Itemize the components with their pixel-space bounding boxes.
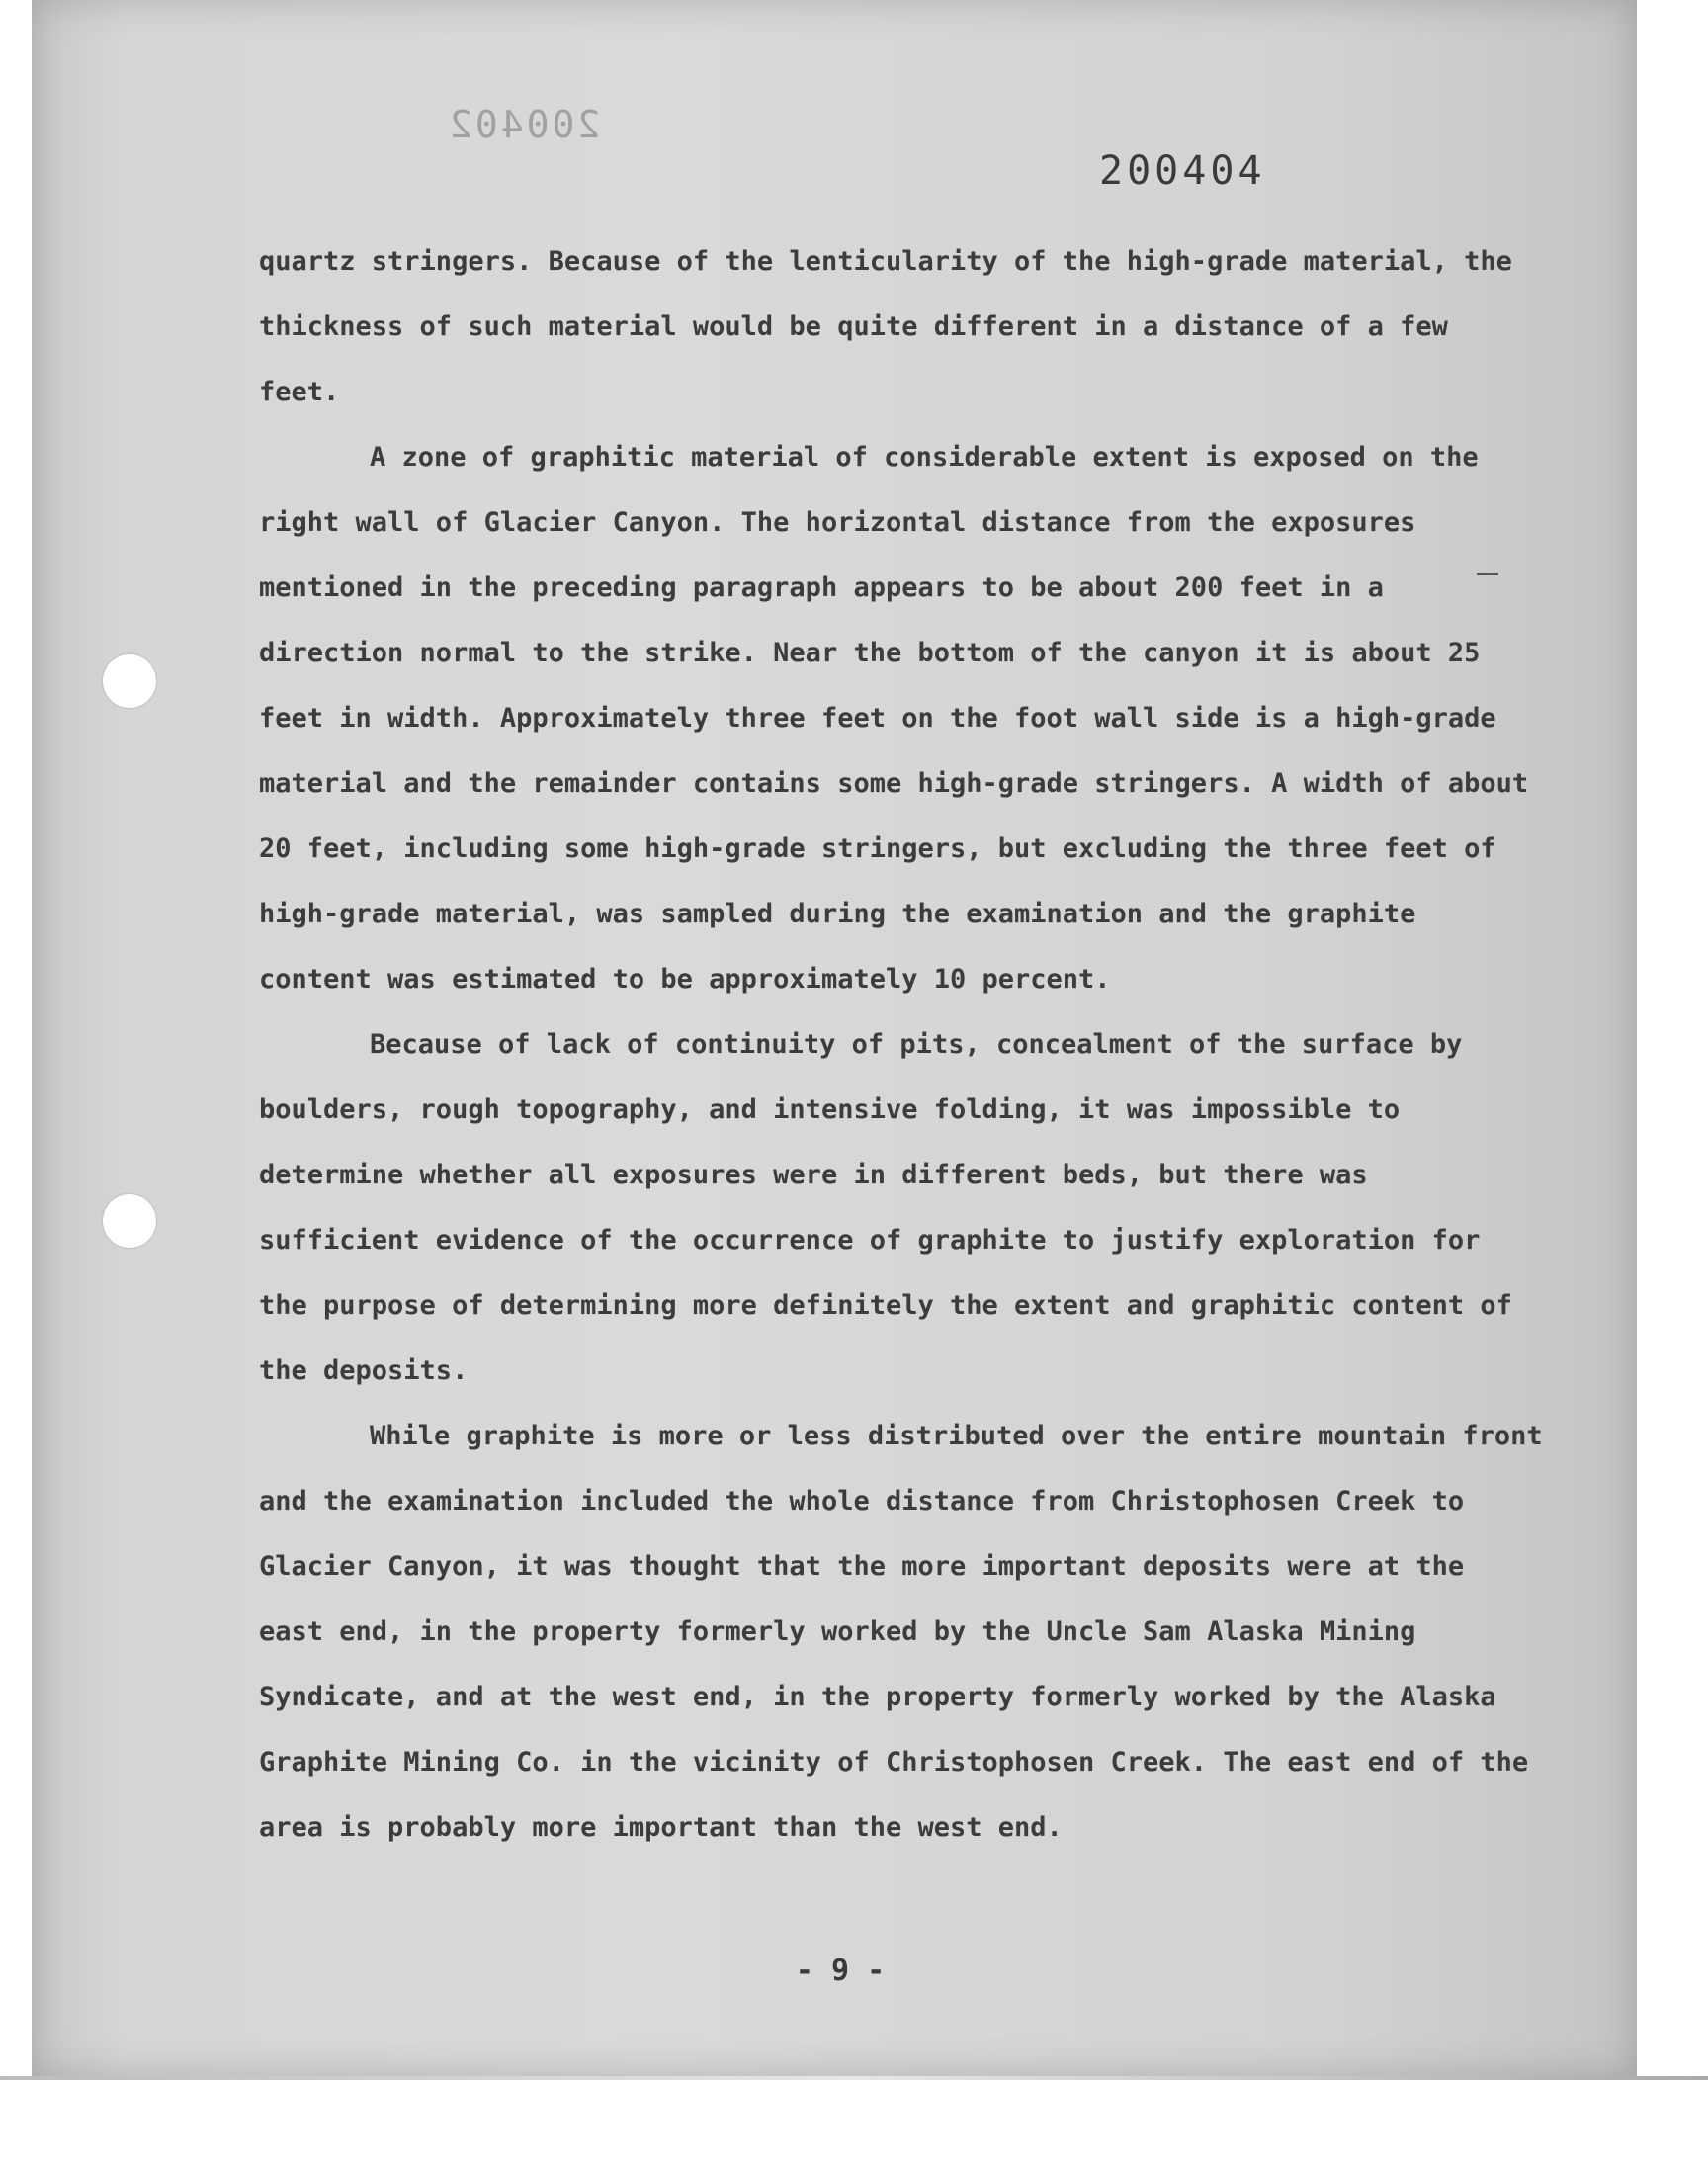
document-number: 200404: [1099, 148, 1266, 194]
punch-hole: [103, 1194, 156, 1248]
paragraph: A zone of graphitic material of considerable extent is exposed on the right wall of Glacier Canyon. The horizontal distance from the exposures mentioned in the preceding paragraph appears to be about 200 feet in a direction normal to the strike. Near the bottom of the canyon it is about 25 feet in width. Approximately three feet on the foot wall side is a high-grade material and the remainder contains some high-grade stringers. A width of about 20 feet, including some high-grade stringers, but excluding the three feet of high-grade material, was sampled during the examination and the graphite content was estimated to be approximately 10 percent.: [259, 442, 1529, 995]
page-edge: [0, 2076, 1708, 2080]
page-number: - 9 -: [795, 1954, 886, 1988]
bleed-through-stamp: 200402: [447, 103, 601, 146]
punch-hole: [103, 654, 156, 708]
body-text: [259, 229, 1544, 1861]
paragraph: quartz stringers. Because of the lenticularity of the high-grade material, the thickness of such material would be quite different in a distance of a few feet.: [259, 246, 1512, 407]
paragraph: While graphite is more or less distributed over the entire mountain front and the examination included the whole distance from Christophosen Creek to Glacier Canyon, it was thought that the more important deposits were at the east end, in the property formerly worked by the Uncle Sam Alaska Mining Syndicate, and at the west end, in the property formerly worked by the Alaska Graphite Mining Co. in the vicinity of Christophosen Creek. The east end of the area is probably more important than the west end.: [259, 1421, 1543, 1843]
paragraph: Because of lack of continuity of pits, concealment of the surface by boulders, rough topography, and intensive folding, it was impossible to determine whether all exposures were in different beds, but there was sufficient evidence of the occurrence of graphite to justify exploration for the purpose of determining more definitely the extent and graphitic content of the deposits.: [259, 1029, 1512, 1386]
